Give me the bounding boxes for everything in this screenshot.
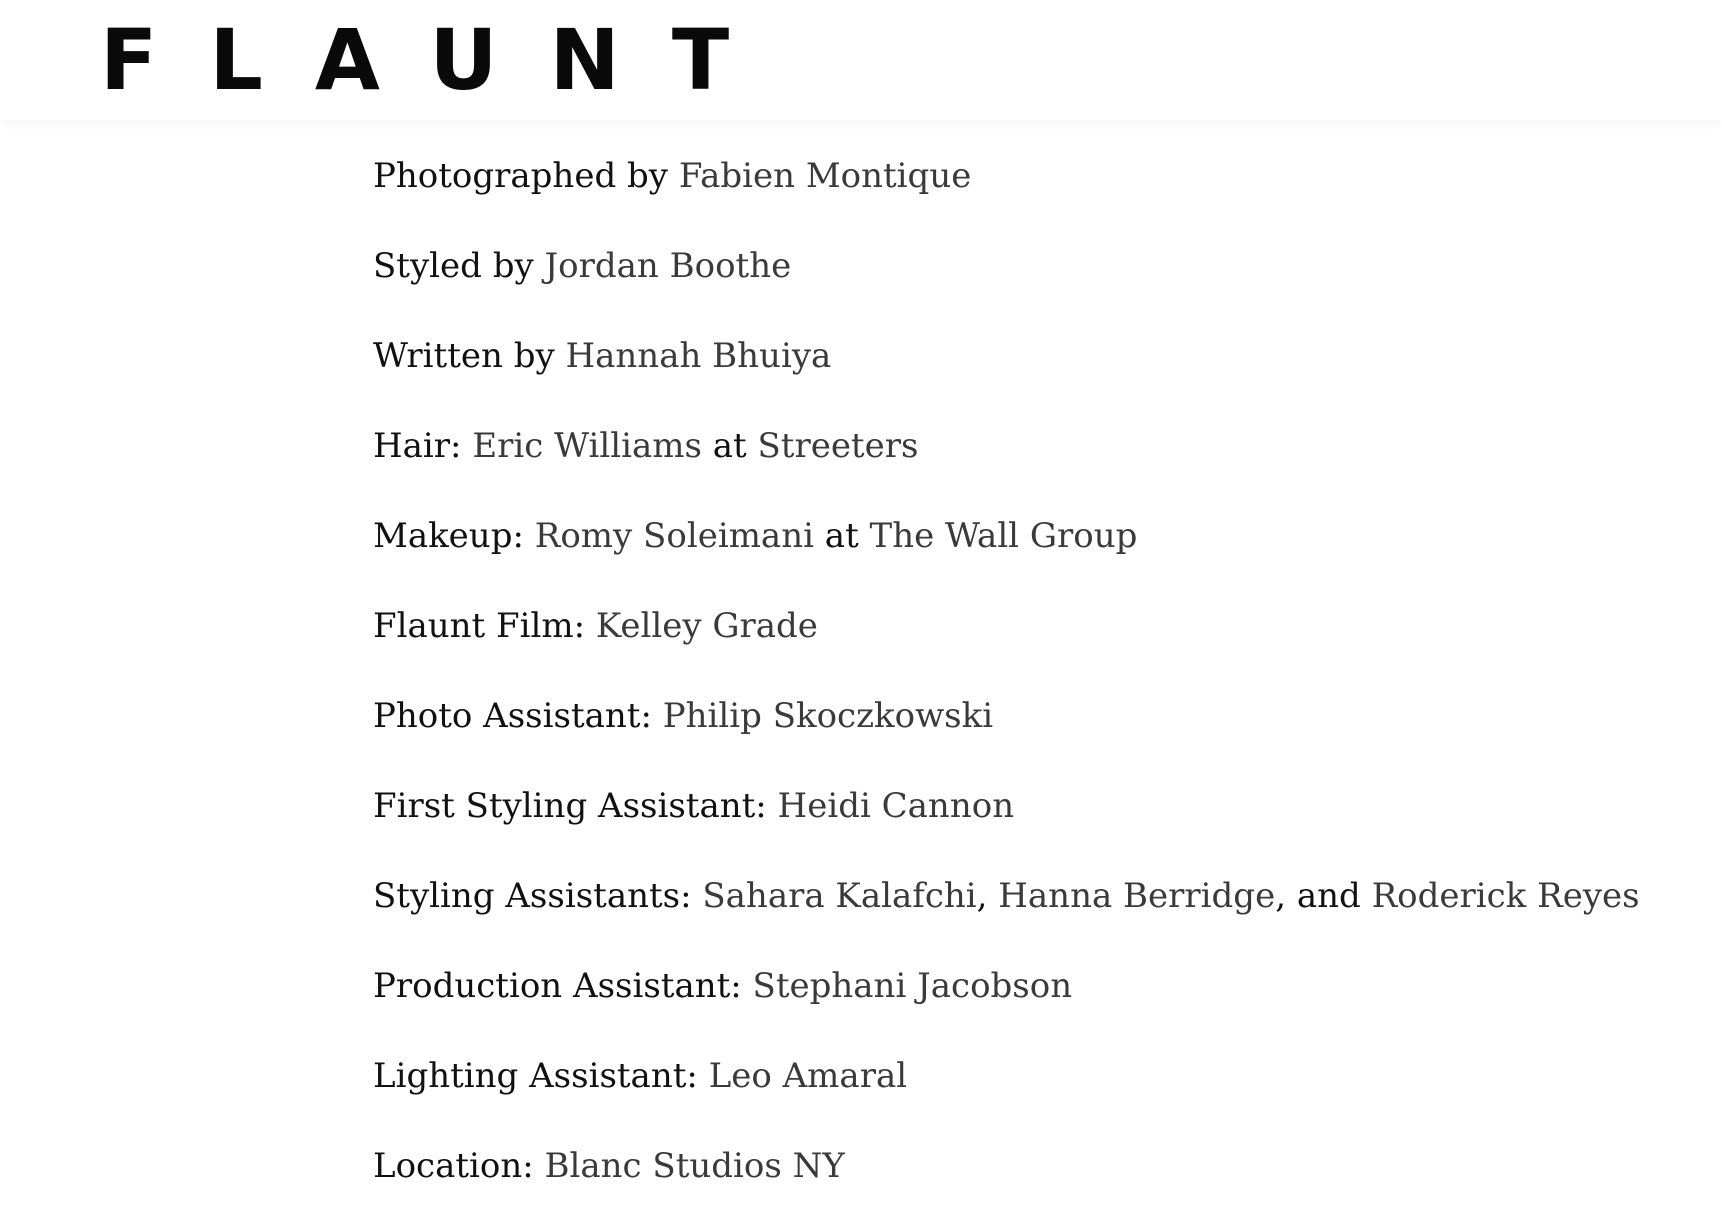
credit-name-link[interactable]: Stephani Jacobson [752, 966, 1073, 1006]
credit-role: Lighting Assistant: [373, 1056, 709, 1096]
credit-role: Styling Assistants: [373, 876, 703, 916]
credit-separator: at [813, 516, 870, 556]
credit-separator: at [701, 426, 758, 466]
credits-list [373, 136, 1673, 1216]
credit-name-link[interactable]: Romy Soleimani [534, 516, 814, 556]
credit-role: Photographed by [373, 156, 679, 196]
credit-separator: , [976, 876, 999, 916]
credit-agency-link[interactable]: Streeters [757, 426, 919, 466]
credit-role: Production Assistant: [373, 966, 753, 1006]
credit-name-link[interactable]: Jordan Boothe [544, 246, 792, 286]
credit-hair [373, 406, 1673, 496]
credit-photo-assistant [373, 676, 1673, 766]
credit-role: Styled by [373, 246, 545, 286]
credit-lighting-assistant [373, 1036, 1673, 1126]
credit-first-styling-assistant [373, 766, 1673, 856]
credit-stylist [373, 226, 1673, 316]
site-header [0, 0, 1722, 120]
credit-location [373, 1126, 1673, 1216]
credit-name-link[interactable]: Hannah Bhuiya [565, 336, 832, 376]
credit-name-link[interactable]: Hanna Berridge [998, 876, 1276, 916]
credit-role: Flaunt Film: [373, 606, 596, 646]
credit-role: Written by [373, 336, 566, 376]
credit-role: Photo Assistant: [373, 696, 663, 736]
flaunt-logo[interactable]: FLAUNT [100, 11, 782, 109]
credit-agency-link[interactable]: The Wall Group [869, 516, 1138, 556]
credit-name-link[interactable]: Kelley Grade [595, 606, 818, 646]
credit-name-link[interactable]: Blanc Studios NY [544, 1146, 845, 1186]
credit-name-link[interactable]: Philip Skoczkowski [662, 696, 994, 736]
credit-separator: , and [1275, 876, 1372, 916]
credit-production-assistant [373, 946, 1673, 1036]
credit-name-link[interactable]: Eric Williams [472, 426, 702, 466]
credit-styling-assistants [373, 856, 1673, 946]
credit-name-link[interactable]: Fabien Montique [678, 156, 972, 196]
credit-role: Location: [373, 1146, 545, 1186]
credit-film [373, 586, 1673, 676]
credit-writer [373, 316, 1673, 406]
credit-name-link[interactable]: Heidi Cannon [777, 786, 1015, 826]
credit-name-link[interactable]: Roderick Reyes [1371, 876, 1640, 916]
credit-makeup [373, 496, 1673, 586]
credit-role: First Styling Assistant: [373, 786, 778, 826]
credit-role: Makeup: [373, 516, 535, 556]
credit-name-link[interactable]: Sahara Kalafchi [702, 876, 977, 916]
credit-photographer [373, 136, 1673, 226]
credit-role: Hair: [373, 426, 473, 466]
credit-name-link[interactable]: Leo Amaral [708, 1056, 908, 1096]
